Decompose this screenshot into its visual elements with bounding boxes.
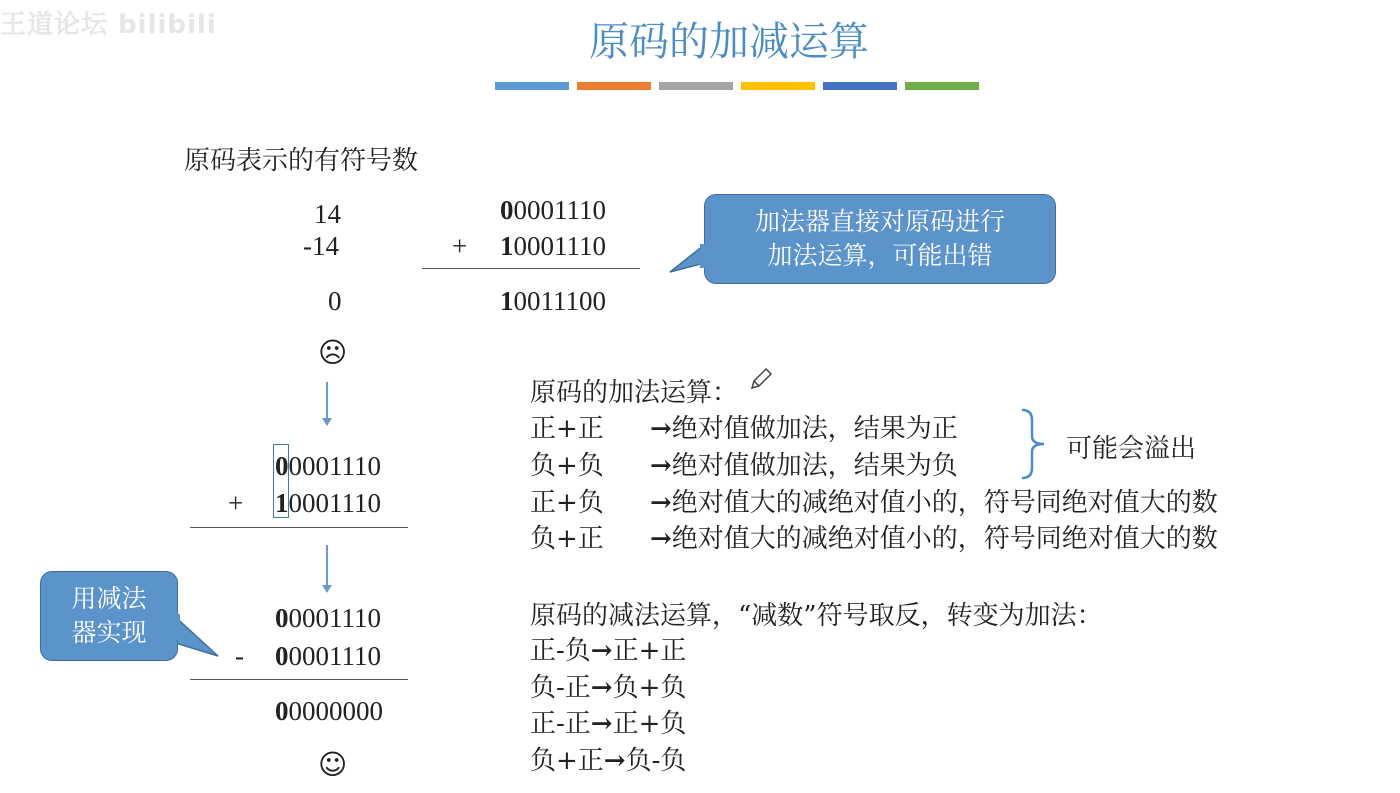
rule-to: 正+正 xyxy=(612,636,687,666)
stripe-segment xyxy=(577,82,651,90)
callout-adder-error xyxy=(704,194,1056,284)
rule-from: 正-正 xyxy=(530,709,591,739)
binary-b xyxy=(275,488,381,519)
smile-face-icon: ☺ xyxy=(318,748,348,781)
sad-face-icon: ☹ xyxy=(318,336,348,369)
section-subtitle: 原码表示的有符号数 xyxy=(184,146,419,176)
sum-line xyxy=(190,527,408,528)
sign-bit: 0 xyxy=(275,603,289,633)
sign-bit: 1 xyxy=(500,286,514,316)
stripe-segment xyxy=(741,82,815,90)
arrow-right-icon: → xyxy=(590,636,613,666)
magnitude-bits: 0001110 xyxy=(513,231,606,261)
arrow-right-icon: → xyxy=(650,414,672,444)
magnitude-bits: 0011100 xyxy=(513,286,606,316)
sign-bit: 1 xyxy=(500,231,514,261)
callout-pointer-patch xyxy=(170,614,180,640)
arrow-right-icon: → xyxy=(650,488,672,518)
sum-line xyxy=(422,268,640,269)
rule-to: 正+负 xyxy=(612,709,687,739)
magnitude-bits: 0001110 xyxy=(288,488,381,518)
binary-b xyxy=(500,231,606,262)
rule-from: 负+正 xyxy=(530,746,604,776)
decimal-b: -14 xyxy=(303,231,339,261)
down-arrow-icon xyxy=(326,545,328,591)
rule-to: 负+负 xyxy=(612,673,687,703)
magnitude-bits: 0001110 xyxy=(513,195,606,225)
subtraction-rules-heading: 原码的减法运算，“减数”符号取反，转变为加法： xyxy=(530,601,1103,631)
sign-bit: 0 xyxy=(500,195,514,225)
minus-sign: - xyxy=(235,641,244,671)
subtraction-rule-row xyxy=(530,667,686,704)
brace-icon xyxy=(1018,408,1052,480)
rule-to: 负-负 xyxy=(625,746,687,776)
arrow-right-icon: → xyxy=(603,746,626,776)
addition-rule-row xyxy=(530,482,1218,519)
down-arrow-icon xyxy=(326,382,328,424)
stripe-segment xyxy=(905,82,979,90)
rule-text: 绝对值做加法，结果为负 xyxy=(671,451,958,481)
binary-result xyxy=(275,696,383,727)
binary-b xyxy=(275,641,381,672)
arrow-right-icon: → xyxy=(590,709,613,739)
stripe-segment xyxy=(823,82,897,90)
magnitude-bits: 0000000 xyxy=(288,696,383,726)
arrow-right-icon: → xyxy=(650,524,672,554)
magnitude-bits: 0001110 xyxy=(288,451,381,481)
arrow-right-icon: → xyxy=(650,451,672,481)
plus-sign: + xyxy=(452,231,468,261)
sign-bit: 0 xyxy=(275,696,289,726)
rule-case: 负+负 xyxy=(530,451,604,481)
rule-text: 绝对值做加法，结果为正 xyxy=(671,414,958,444)
callout-line: 用减法 xyxy=(71,584,147,613)
pencil-icon xyxy=(748,366,774,392)
title-stripes xyxy=(495,82,979,91)
overflow-note: 可能会溢出 xyxy=(1066,434,1197,464)
subtraction-rule-row xyxy=(530,740,686,777)
magnitude-bits: 0001110 xyxy=(288,641,381,671)
addition-rule-row xyxy=(530,518,1218,555)
rule-text: 绝对值大的减绝对值小的，符号同绝对值大的数 xyxy=(671,488,1218,518)
page-title: 原码的加减运算 xyxy=(589,19,869,65)
subtraction-rule-row xyxy=(530,630,686,667)
sign-bit: 0 xyxy=(275,451,289,481)
stripe-segment xyxy=(495,82,569,90)
sign-bit: 1 xyxy=(275,488,289,518)
callout-use-subtractor xyxy=(40,571,178,661)
rule-from: 负-正 xyxy=(530,673,591,703)
rule-case: 负+正 xyxy=(530,524,604,554)
binary-a xyxy=(500,195,606,226)
magnitude-bits: 0001110 xyxy=(288,603,381,633)
addition-rule-row xyxy=(530,445,958,482)
decimal-result: 0 xyxy=(328,286,342,316)
rule-case: 正+正 xyxy=(530,414,604,444)
stripe-segment xyxy=(659,82,733,90)
rule-case: 正+负 xyxy=(530,488,604,518)
heading-text: 原码的加法运算： xyxy=(530,378,739,408)
callout-line: 加法器直接对原码进行 xyxy=(754,207,1005,236)
callout-line: 加法运算，可能出错 xyxy=(767,241,993,270)
callout-pointer-patch xyxy=(700,244,710,268)
watermark: 王道论坛 bilibili xyxy=(0,10,217,40)
plus-sign: + xyxy=(228,488,244,518)
decimal-a: 14 xyxy=(314,199,341,229)
binary-result xyxy=(500,286,606,317)
addition-rules-heading xyxy=(530,372,738,409)
sign-bit: 0 xyxy=(275,641,289,671)
difference-line xyxy=(190,679,408,680)
callout-line: 器实现 xyxy=(71,618,147,647)
addition-rule-row xyxy=(530,408,958,445)
subtraction-rule-row xyxy=(530,703,686,740)
arrow-right-icon: → xyxy=(590,673,613,703)
binary-a xyxy=(275,451,381,482)
rule-text: 绝对值大的减绝对值小的，符号同绝对值大的数 xyxy=(671,524,1218,554)
binary-a xyxy=(275,603,381,634)
rule-from: 正-负 xyxy=(530,636,591,666)
